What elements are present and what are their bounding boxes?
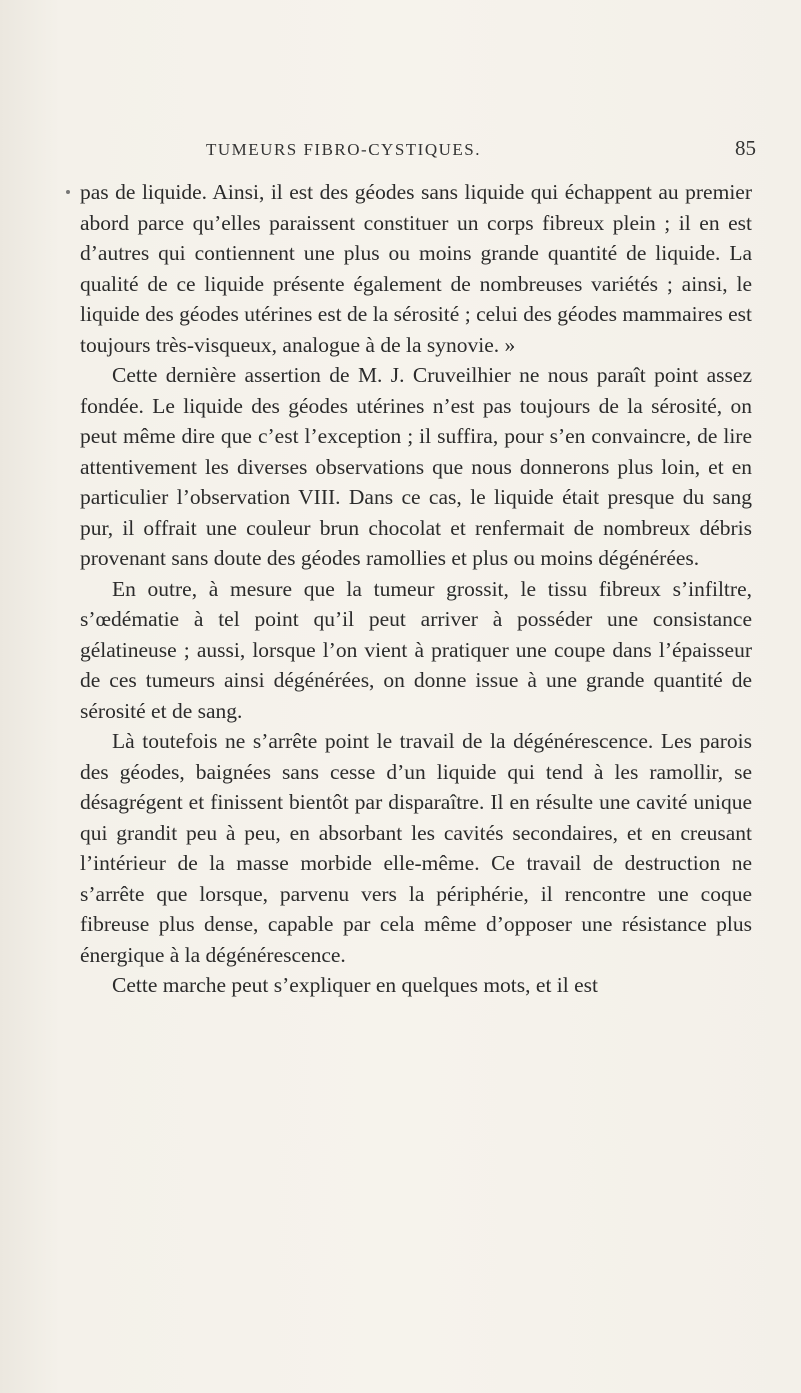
paragraph-continuation: pas de liquide. Ainsi, il est des géodes sans liquide qui échappent au premier abord parce qu’elles paraissent constituer un corps fibreux plein ; il en est d’autres qui contiennent une plus ou moins grande quantité de liquide. La qualité de ce liquide présente également de nombreuses variétés ; ainsi, le liquide des géodes utérines est de la sérosité ; celui des géodes mammaires est toujours très-visqueux, analogue à de la synovie. »: [80, 180, 752, 357]
paragraph: Cette dernière assertion de M. J. Cruveilhier ne nous paraît point assez fondée. Le liquide des géodes utérines n’est pas toujours de la sérosité, on peut même dire que c’est l’exception ; il suffira, pour s’en convaincre, de lire attentivement les diverses observations que nous donnerons plus loin, et en particulier l’observation VIII. Dans ce cas, le liquide était presque du sang pur, il offrait une couleur brun chocolat et renfermait de nombreux débris provenant sans doute des géodes ramollies et plus ou moins dégénérées.: [80, 363, 752, 570]
paragraph: En outre, à mesure que la tumeur grossit, le tissu fibreux s’infiltre, s’œdématie à tel point qu’il peut arriver à posséder une consistance gélatineuse ; aussi, lorsque l’on vient à pratiquer une coupe dans l’épaisseur de ces tumeurs ainsi dégénérées, on donne issue à une grande quantité de sérosité et de sang.: [80, 576, 752, 723]
margin-mark: [66, 190, 70, 194]
paragraph: Cette marche peut s’expliquer en quelques mots, et il est: [112, 973, 598, 997]
paragraph: Là toutefois ne s’arrête point le travail de la dégénérescence. Les parois des géodes, baignées sans cesse d’un liquide qui tend à les ramollir, se désagrégent et finissent bientôt par disparaître. Il en résulte une cavité unique qui grandit peu à peu, en absorbant les cavités secondaires, et en creusant l’intérieur de la masse morbide elle-même. Ce travail de destruction ne s’arrête que lorsque, parvenu vers la périphérie, il rencontre une coque fibreuse plus dense, capable par cela même d’opposer une résistance plus énergique à la dégénérescence.: [80, 729, 752, 967]
page-number: 85: [735, 136, 756, 160]
body-text: [80, 177, 752, 1001]
running-title: TUMEURS FIBRO-CYSTIQUES.: [206, 140, 481, 159]
